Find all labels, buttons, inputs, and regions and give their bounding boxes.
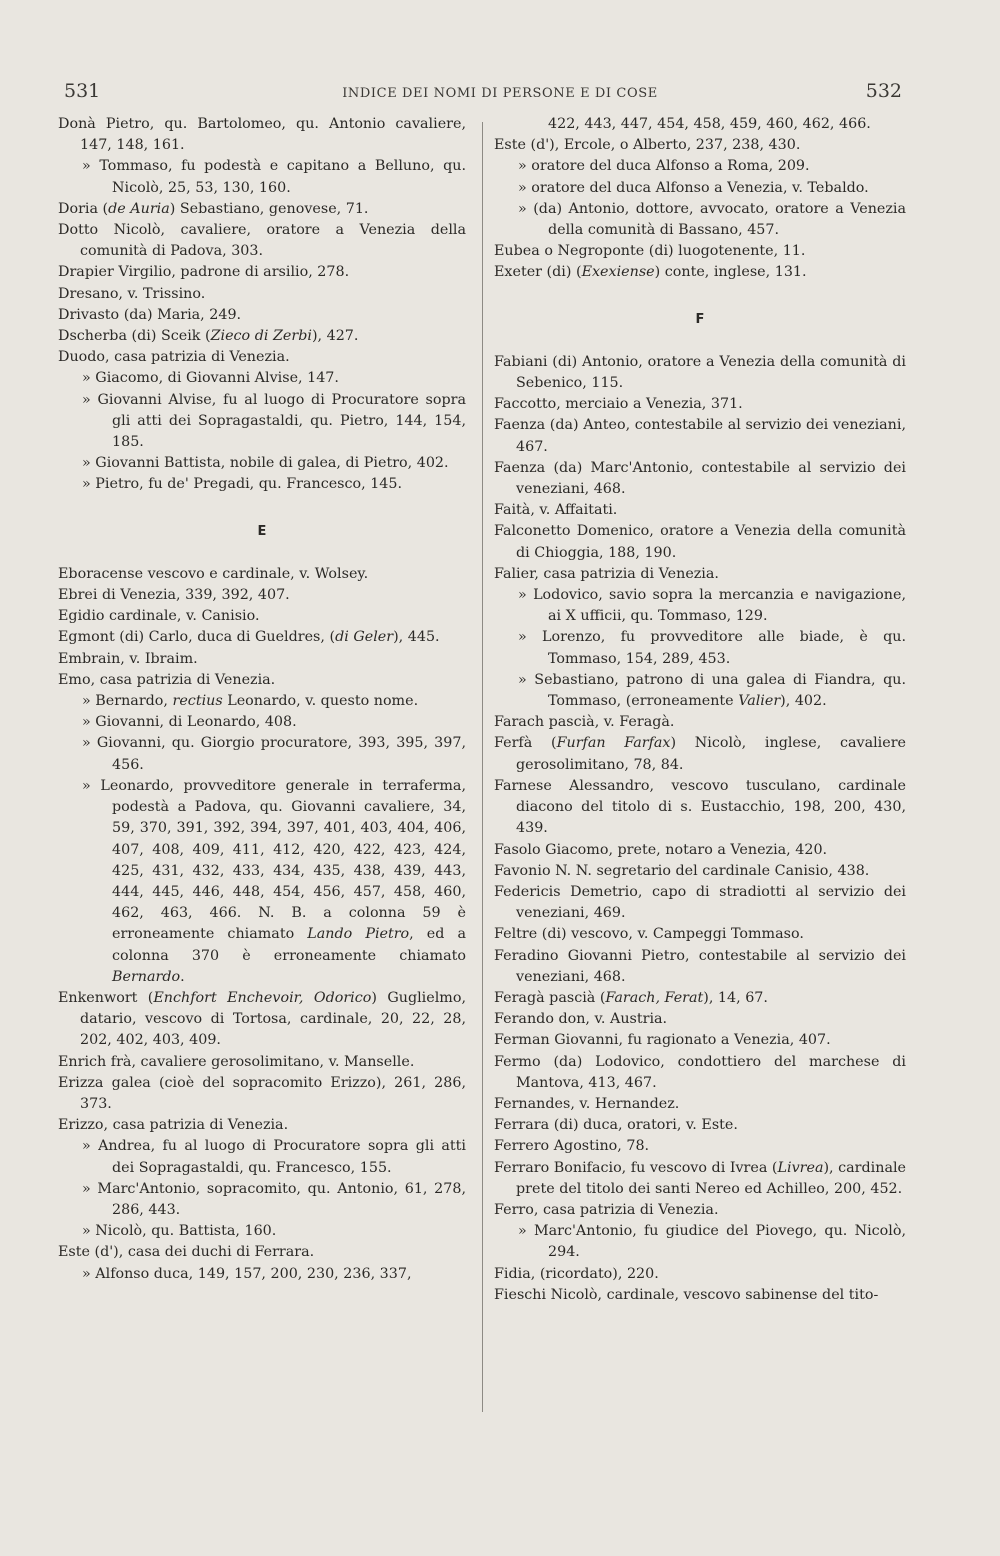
index-entry (494, 861, 906, 882)
index-entry (58, 1052, 466, 1073)
index-entry-text: Ebrei di Venezia, 339, 392, 407. (58, 587, 290, 604)
index-entry-text: Dresano, v. Trissino. (58, 285, 206, 302)
index-entry (58, 1136, 466, 1178)
index-entry (58, 649, 466, 670)
index-entry (58, 453, 466, 474)
index-entry-text: Ferando don, v. Austria. (494, 1011, 668, 1028)
index-entry-text: Farnese Alessandro, vescovo tusculano, cardinale diacono del titolo di s. Eustacchio, 198, 200, 430, 439. (494, 777, 906, 837)
index-entry-text: Egidio cardinale, v. Canisio. (58, 608, 260, 625)
index-entry-text: » Giovanni, qu. Giorgio procuratore, 393, 395, 397, 456. (82, 735, 466, 773)
index-entry-text: Ferraro Bonifacio, fu vescovo di Ivrea ( (494, 1159, 778, 1176)
index-entry (58, 220, 466, 262)
index-entry (494, 394, 906, 415)
index-entry (494, 924, 906, 945)
index-entry-text: Erizzo, casa patrizia di Venezia. (58, 1117, 289, 1134)
index-entry-text: Fermo (da) Lodovico, condottiero del marchese di Mantova, 413, 467. (494, 1053, 906, 1091)
index-entry (494, 1264, 906, 1285)
index-entry (58, 114, 466, 156)
index-entry-text: » Lodovico, savio sopra la mercanzia e navigazione, ai X ufficii, qu. Tommaso, 129. (518, 587, 906, 625)
index-entry-text: » (da) Antonio, dottore, avvocato, oratore a Venezia della comunità di Bassano, 457. (518, 200, 906, 239)
index-entry-text: Ferro, casa patrizia di Venezia. (494, 1201, 719, 1218)
index-entry (494, 1009, 906, 1030)
index-entry-italic-text: Furfan Farfax (556, 735, 671, 752)
left-index-column (58, 114, 466, 1285)
index-entry (58, 1221, 466, 1242)
index-entry-text: Dotto Nicolò, cavaliere, oratore a Venezia della comunità di Padova, 303. (58, 222, 466, 260)
index-entry-italic-text: Enchfort Enchevoir, Odorico (153, 989, 372, 1006)
index-entry (58, 284, 466, 305)
index-entry (494, 670, 906, 712)
index-entry-text: Este (d'), casa dei duchi di Ferrara. (58, 1244, 315, 1261)
index-entry-text: » Giovanni Alvise, fu al luogo di Procuratore sopra gli atti dei Sopragastaldi, qu. Pietro, 144, 154, 185. (82, 391, 466, 451)
index-entry-text: Ferman Giovanni, fu ragionato a Venezia, 407. (494, 1032, 831, 1049)
index-entry-text: Falier, casa patrizia di Venezia. (494, 565, 719, 582)
index-entry-text: Faità, v. Affaitati. (494, 502, 618, 519)
index-entry (494, 840, 906, 861)
page-number-left: 531 (64, 80, 101, 102)
index-entry (494, 135, 906, 156)
index-entry (494, 882, 906, 924)
index-entry (58, 1264, 466, 1285)
index-entry-text: Erizza galea (cioè del sopracomito Erizzo), 261, 286, 373. (58, 1074, 466, 1112)
index-entry (494, 1052, 906, 1094)
index-entry-text: Feradino Giovanni Pietro, contestabile al servizio dei veneziani, 468. (494, 947, 906, 985)
index-entry (494, 1136, 906, 1157)
index-entry-text: ), cardinale prete del titolo dei santi Nereo ed Achilleo, 200, 452. (516, 1159, 906, 1197)
index-entry (58, 368, 466, 389)
index-entry-text: » Lorenzo, fu provveditore alle biade, è qu. Tommaso, 154, 289, 453. (518, 629, 906, 667)
index-entry (494, 1158, 906, 1200)
index-entry-text: Drapier Virgilio, padrone di arsilio, 278. (58, 264, 350, 281)
index-entry-text: Doria ( (58, 200, 109, 217)
index-entry-text: ) conte, inglese, 131. (654, 264, 807, 281)
index-entry (494, 585, 906, 627)
index-entry (58, 670, 466, 691)
index-entry (494, 1285, 906, 1306)
index-entry (494, 199, 906, 241)
index-entry-text: » Sebastiano, patrono di una galea di Fiandra, qu. Tommaso, (erroneamente (518, 671, 906, 710)
index-entry (494, 1030, 906, 1051)
index-entry (494, 564, 906, 585)
index-entry (494, 241, 906, 262)
index-entry-text: Feltre (di) vescovo, v. Campeggi Tommaso. (494, 926, 804, 943)
index-entry-text: » Pietro, fu de' Pregadi, qu. Francesco, 145. (82, 476, 403, 493)
index-entry-text: E (257, 523, 267, 539)
index-entry-italic-text: Livrea (777, 1159, 824, 1176)
index-entry (494, 1115, 906, 1136)
index-entry (58, 474, 466, 495)
index-entry-text: Farach pascià, v. Feragà. (494, 714, 675, 731)
index-entry (494, 988, 906, 1009)
index-entry-italic-text: Lando Pietro (307, 926, 410, 943)
column-divider (482, 122, 483, 1412)
index-entry (58, 627, 466, 648)
index-entry (494, 946, 906, 988)
index-entry (58, 1073, 466, 1115)
index-entry-text: Duodo, casa patrizia di Venezia. (58, 349, 290, 366)
index-entry-text: Feragà pascià ( (494, 989, 606, 1006)
index-entry-text: Favonio N. N. segretario del cardinale Canisio, 438. (494, 862, 870, 879)
index-entry (58, 1242, 466, 1263)
index-entry (494, 1200, 906, 1221)
index-entry (494, 627, 906, 669)
index-entry-text: Eboracense vescovo e cardinale, v. Wolsey. (58, 565, 369, 582)
index-entry-text: » Marc'Antonio, fu giudice del Piovego, qu. Nicolò, 294. (518, 1223, 906, 1261)
index-entry-text: Faenza (da) Marc'Antonio, contestabile al servizio dei veneziani, 468. (494, 459, 906, 498)
index-entry (58, 156, 466, 198)
index-entry-text: Dscherba (di) Sceik ( (58, 328, 211, 345)
index-entry-text: Embrain, v. Ibraim. (58, 650, 198, 667)
index-entry (58, 262, 466, 283)
index-entry-text: ), 427. (311, 328, 359, 345)
index-entry-text: Fasolo Giacomo, prete, notaro a Venezia, 420. (494, 841, 828, 858)
index-entry-text: Falconetto Domenico, oratore a Venezia della comunità di Chioggia, 188, 190. (494, 523, 906, 561)
index-entry-text: ) Sebastiano, genovese, 71. (169, 200, 369, 217)
index-entry-text: » Andrea, fu al luogo di Procuratore sopra gli atti dei Sopragastaldi, qu. Francesco, 155. (82, 1138, 466, 1176)
index-entry-italic-text: Zieco di Zerbi (210, 328, 312, 345)
index-entry (494, 352, 906, 394)
index-entry (494, 733, 906, 775)
index-entry-text: Fabiani (di) Antonio, oratore a Venezia della comunità di Sebenico, 115. (494, 353, 906, 392)
index-entry (494, 1221, 906, 1263)
index-entry-text: . (180, 968, 185, 985)
index-entry-text: ), 445. (393, 629, 440, 646)
index-entry-text: » Giovanni Battista, nobile di galea, di Pietro, 402. (82, 455, 449, 472)
index-entry (494, 776, 906, 840)
index-entry (58, 326, 466, 347)
section-letter-heading (494, 309, 906, 330)
index-entry (58, 712, 466, 733)
index-entry-italic-text: rectius (172, 693, 223, 710)
index-entry-text: Federicis Demetrio, capo di stradiotti al servizio dei veneziani, 469. (494, 883, 906, 922)
index-entry-italic-text: Exexiense (581, 264, 655, 281)
index-entry (58, 564, 466, 585)
index-entry-text: Donà Pietro, qu. Bartolomeo, qu. Antonio cavaliere, 147, 148, 161. (58, 116, 466, 154)
index-entry-text: Ferrero Agostino, 78. (494, 1138, 650, 1155)
index-entry-text: Egmont (di) Carlo, duca di Gueldres, ( (58, 629, 336, 646)
index-entry (58, 776, 466, 988)
index-entry (494, 262, 906, 283)
index-entry-text: Enrich frà, cavaliere gerosolimitano, v. Manselle. (58, 1053, 415, 1070)
index-entry (58, 606, 466, 627)
index-entry-text: » Tommaso, fu podestà e capitano a Belluno, qu. Nicolò, 25, 53, 130, 160. (82, 158, 466, 196)
index-entry-text: ) Nicolò, inglese, cavaliere gerosolimitano, 78, 84. (516, 735, 906, 773)
index-entry (58, 1115, 466, 1136)
right-index-column (494, 114, 906, 1306)
index-entry (58, 733, 466, 775)
index-entry-text: Fernandes, v. Hernandez. (494, 1095, 680, 1112)
index-entry-text: Fidia, (ricordato), 220. (494, 1265, 659, 1282)
index-entry-text: » Giovanni, di Leonardo, 408. (82, 714, 297, 731)
index-entry-text: » Giacomo, di Giovanni Alvise, 147. (82, 370, 339, 387)
index-entry (58, 585, 466, 606)
index-entry-text: Emo, casa patrizia di Venezia. (58, 671, 276, 688)
index-entry-text: Fieschi Nicolò, cardinale, vescovo sabinense del tito- (494, 1286, 879, 1303)
index-entry-text: » Alfonso duca, 149, 157, 200, 230, 236, 337, (82, 1265, 412, 1282)
index-entry-text: Leonardo, v. questo nome. (222, 693, 419, 710)
index-entry (494, 712, 906, 733)
index-entry-text: Exeter (di) ( (494, 264, 582, 281)
index-entry-text: ), 14, 67. (703, 989, 768, 1006)
index-entry-text: Enkenwort ( (58, 989, 154, 1006)
index-entry (58, 390, 466, 454)
page-number-right: 532 (865, 80, 902, 102)
index-entry (494, 1094, 906, 1115)
index-entry-italic-text: di Geler (335, 629, 394, 646)
index-entry (494, 500, 906, 521)
index-entry (58, 199, 466, 220)
index-entry-text: Ferrara (di) duca, oratori, v. Este. (494, 1117, 738, 1134)
running-head-title: INDICE DEI NOMI DI PERSONE E DI COSE (342, 86, 658, 101)
section-letter-heading (58, 521, 466, 542)
index-entry-text: , ed a colonna 370 è erroneamente chiamato (112, 926, 466, 964)
index-entry-text: » Nicolò, qu. Battista, 160. (82, 1223, 277, 1240)
index-entry (494, 114, 906, 135)
index-entry-text: » Bernardo, (82, 693, 173, 710)
index-entry-text: ), 402. (780, 693, 827, 710)
index-entry (494, 521, 906, 563)
index-entry-text: 422, 443, 447, 454, 458, 459, 460, 462, 466. (548, 116, 871, 132)
index-entry (494, 178, 906, 199)
index-entry-text: Ferfà ( (494, 735, 557, 752)
index-entry-text: ) Guglielmo, datario, vescovo di Tortosa, cardinale, 20, 22, 28, 202, 402, 403, 409. (80, 989, 466, 1049)
index-entry (494, 156, 906, 177)
index-entry (58, 691, 466, 712)
index-entry-text: F (695, 311, 705, 327)
index-entry-text: Este (d'), Ercole, o Alberto, 237, 238, 430. (494, 137, 801, 154)
index-entry (58, 1179, 466, 1221)
index-entry-text: Drivasto (da) Maria, 249. (58, 306, 242, 323)
index-entry-text: Eubea o Negroponte (di) luogotenente, 11. (494, 243, 806, 260)
index-entry-italic-text: Bernardo (112, 968, 181, 985)
index-entry-text: » Marc'Antonio, sopracomito, qu. Antonio, 61, 278, 286, 443. (82, 1180, 466, 1218)
index-entry-text: » oratore del duca Alfonso a Venezia, v. Tebaldo. (518, 179, 869, 196)
index-entry-italic-text: Valier (738, 693, 781, 710)
index-entry (58, 347, 466, 368)
index-entry-text: Faenza (da) Anteo, contestabile al servizio dei veneziani, 467. (494, 417, 906, 455)
index-entry-text: » Leonardo, provveditore generale in terraferma, podestà a Padova, qu. Giovanni cavaliere, 34, 59, 370, 391, 392, 394, 397, 401, 403, 404, 406, 407, 408, 409, 411, 412, 420, 422, 423, 424, 425, 431, 432, 433, 434, 435, 438, 439, 443, 444, 445, 446, 448, 454, 456, 457, 458, 460, 462, 463, 466. N. B. a colonna 59 è erroneamente chiamato (82, 777, 466, 943)
index-entry-text: Faccotto, merciaio a Venezia, 371. (494, 396, 743, 413)
index-entry (494, 458, 906, 500)
index-entry-italic-text: Farach, Ferat (605, 989, 704, 1006)
index-entry (58, 305, 466, 326)
index-entry (58, 988, 466, 1052)
index-entry-text: » oratore del duca Alfonso a Roma, 209. (518, 158, 810, 175)
index-entry-italic-text: de Auria (108, 200, 170, 217)
index-entry (494, 415, 906, 457)
